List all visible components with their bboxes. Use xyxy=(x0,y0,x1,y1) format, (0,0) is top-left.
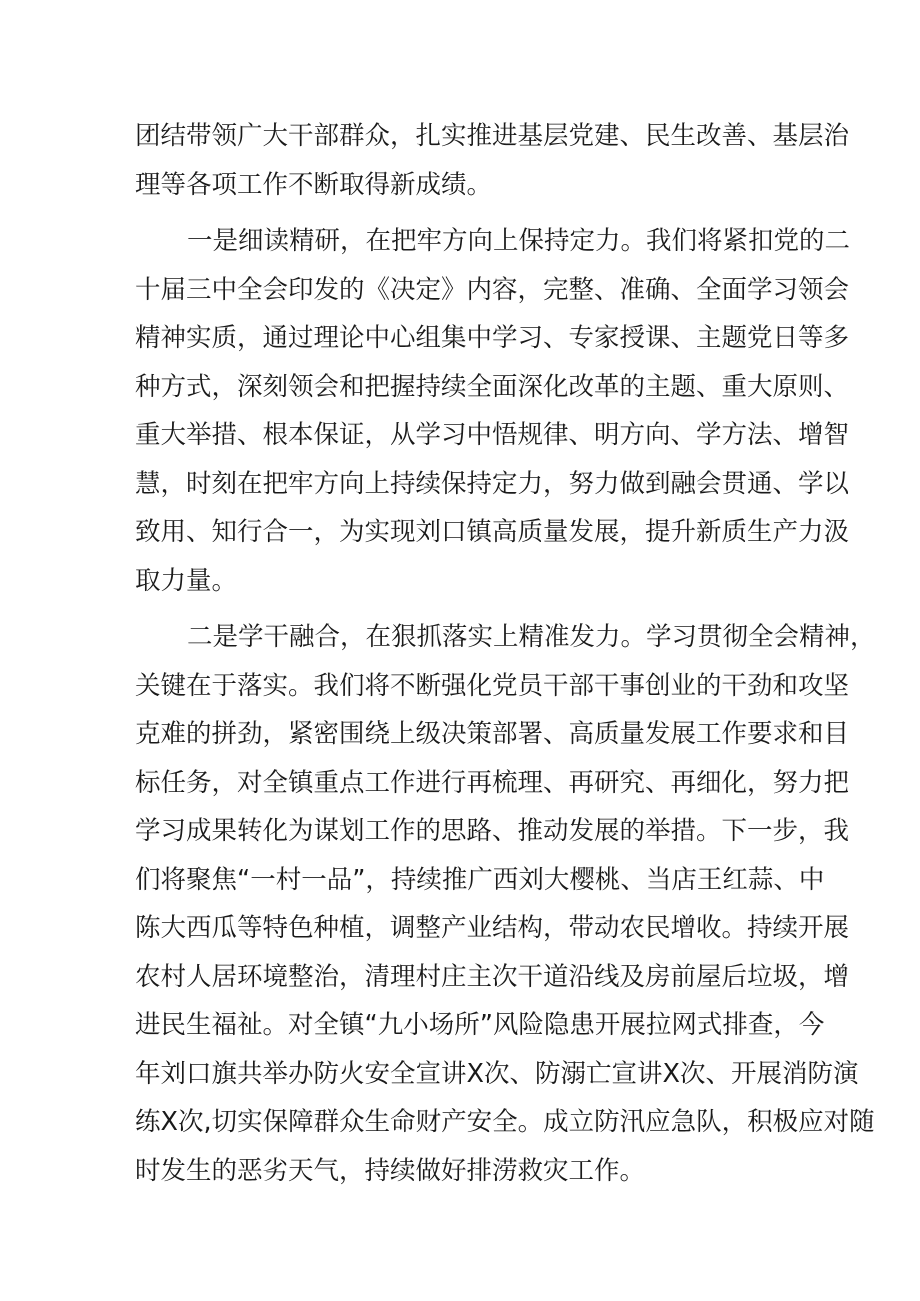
text-line: 年刘口旗共举办防火安全宣讲X次、防溺亡宣讲X次、开展消防演 xyxy=(135,1058,859,1089)
text-line: 十届三中全会印发的《决定》内容，完整、准确、全面学习领会 xyxy=(135,274,850,305)
text-line: 慧，时刻在把牢方向上持续保持定力，努力做到融会贯通、学以 xyxy=(135,468,850,499)
paragraph-2 xyxy=(135,217,851,605)
text-line: 关键在于落实。我们将不断强化党员干部干事创业的干劲和攻坚 xyxy=(135,670,850,701)
text-line: 克难的拼劲，紧密围绕上级决策部署、高质量发展工作要求和目 xyxy=(135,719,850,749)
text-line: 标任务，对全镇重点工作进行再梳理、再研究、再细化，努力把 xyxy=(135,767,850,798)
text-line: 练X次,切实保障群众生命财产安全。成立防汛应急队，积极应对随 xyxy=(135,1107,875,1137)
paragraph-1 xyxy=(135,112,850,209)
text-line: 时发生的恶劣天气，持续做好排涝救灾工作。 xyxy=(135,1155,646,1186)
text-line: 团结带领广大干部群众，扎实推进基层党建、民生改善、基层治 xyxy=(135,121,850,151)
text-line: 一是细读精研，在把牢方向上保持定力。我们将紧扣党的二 xyxy=(187,226,851,256)
text-line: 取力量。 xyxy=(135,565,238,596)
text-line: 精神实质，通过理论中心组集中学习、专家授课、主题党日等多 xyxy=(135,323,850,353)
text-line: 种方式，深刻领会和把握持续全面深化改革的主题、重大原则、 xyxy=(135,371,850,402)
text-line: 学习成果转化为谋划工作的思路、推动发展的举措。下一步，我 xyxy=(135,816,850,846)
text-line: 致用、知行合一，为实现刘口镇高质量发展，提升新质生产力汲 xyxy=(135,517,850,547)
text-line: 陈大西瓜等特色种植，调整产业结构，带动农民增收。持续开展 xyxy=(135,913,850,943)
text-line: 农村人居环境整治，清理村庄主次干道沿线及房前屋后垃圾，增 xyxy=(135,961,850,992)
text-line: 二是学干融合，在狠抓落实上精准发力。学习贯彻全会精神， xyxy=(187,622,876,652)
text-line: 重大举措、根本保证，从学习中悟规律、明方向、学方法、增智 xyxy=(135,420,850,450)
text-line: 进民生福祉。对全镇“九小场所”风险隐患开展拉网式排查，今 xyxy=(135,1010,825,1040)
paragraph-3 xyxy=(135,613,876,1195)
text-line: 理等各项工作不断取得新成绩。 xyxy=(135,169,493,200)
text-line: 们将聚焦“一村一品”，持续推广西刘大樱桃、当店王红蒜、中 xyxy=(135,864,825,895)
document-body xyxy=(135,112,876,1195)
